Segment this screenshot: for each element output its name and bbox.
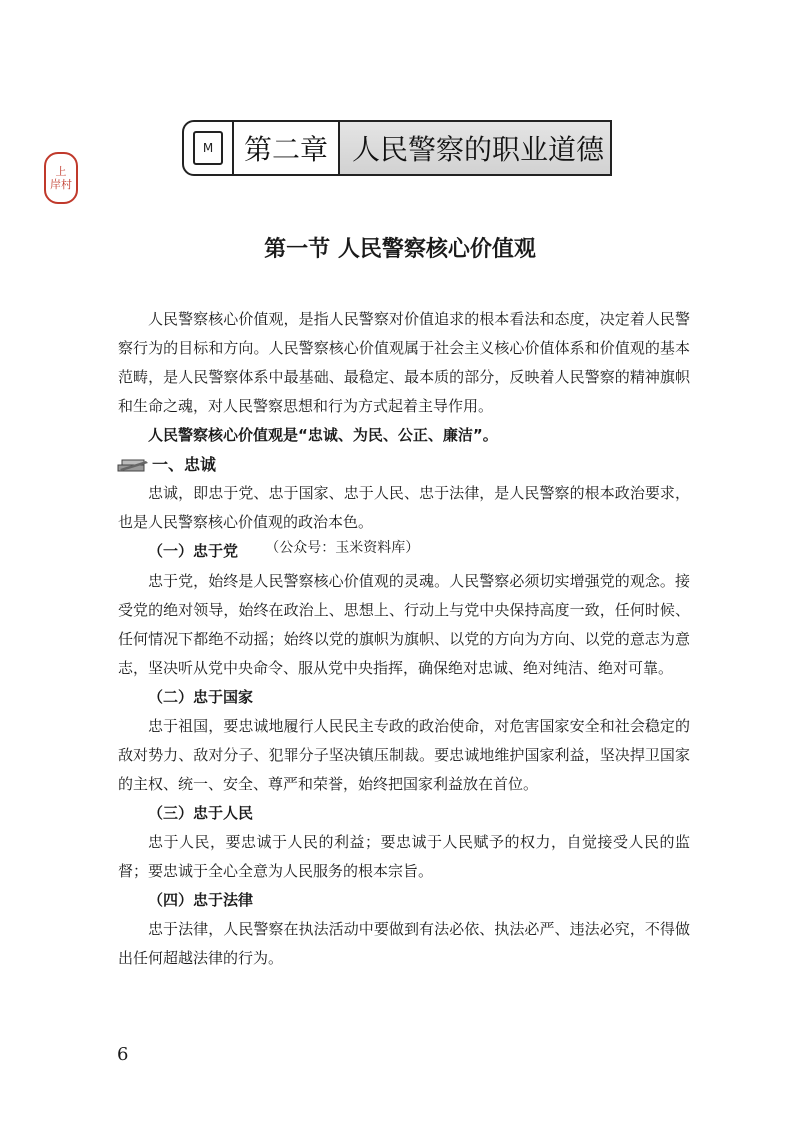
chapter-book-icon (182, 120, 234, 176)
source-note: （公众号：玉米资料库） (265, 540, 420, 556)
heading-loyalty-text: 一、忠诚 (152, 455, 217, 474)
section-title: 第一节 人民警察核心价值观 (264, 237, 536, 262)
chapter-header (182, 120, 612, 176)
paragraph-country: 忠于祖国，要忠诚地履行人民民主专政的政治使命，对危害国家安全和社会稳定的敌对势力、敌对分子、犯罪分子坚决镇压制裁。要忠诚地维护国家利益，坚决捍卫国家的主权、统一、安全、尊严和荣誉，始终把国家利益放在首位。 (118, 717, 690, 793)
intro-paragraph: 人民警察核心价值观，是指人民警察对价值追求的根本看法和态度，决定着人民警察行为的目标和方向。人民警察核心价值观属于社会主义核心价值体系和价值观的基本范畴，是人民警察体系中最基础、最稳定、最本质的部分，反映着人民警察的精神旗帜和生命之魂，对人民警察思想和行为方式起着主导作用。 (118, 310, 690, 415)
book-icon-letter: M (193, 131, 223, 165)
sub-heading-people: （三）忠于人民 (148, 804, 254, 822)
paragraph-law: 忠于法律，人民警察在执法活动中要做到有法必依、执法必严、违法必究，不得做出任何超越法律的行为。 (118, 920, 690, 967)
sub-heading-country: （二）忠于国家 (148, 688, 254, 706)
paragraph-party: 忠于党，始终是人民警察核心价值观的灵魂。人民警察必须切实增强党的观念。接受党的绝对领导，始终在政治上、思想上、行动上与党中央保持高度一致，任何时候、任何情况下都绝不动摇；始终以党的旗帜为旗帜、以党的方向为方向、以党的意志为意志，坚决听从党中央命令、服从党中央指挥，确保绝对忠诚、绝对纯洁、绝对可靠。 (118, 572, 690, 677)
seal-text-top: 上 (55, 165, 67, 178)
chapter-title-box (232, 120, 612, 176)
sub-heading-party (118, 537, 690, 567)
pencil-book-icon (116, 457, 150, 473)
sub-heading-party-text: （一）忠于党 (148, 542, 239, 560)
seal-text-bottom: 岸村 (50, 178, 72, 191)
page-number: 6 (117, 1044, 129, 1065)
body-text (118, 305, 690, 973)
loyalty-intro: 忠诚，即忠于党、忠于国家、忠于人民、忠于法律，是人民警察的根本政治要求，也是人民警察核心价值观的政治本色。 (118, 484, 690, 531)
core-values-line: 人民警察核心价值观是“忠诚、为民、公正、廉洁”。 (148, 426, 498, 444)
seal-stamp (44, 152, 78, 204)
chapter-title: 人民警察的职业道德 (352, 133, 605, 166)
sub-heading-law: （四）忠于法律 (148, 891, 254, 909)
paragraph-people: 忠于人民，要忠诚于人民的利益；要忠诚于人民赋予的权力，自觉接受人民的监督；要忠诚于全心全意为人民服务的根本宗旨。 (118, 833, 690, 880)
chapter-number: 第二章 (234, 122, 340, 174)
heading-loyalty (116, 450, 690, 479)
